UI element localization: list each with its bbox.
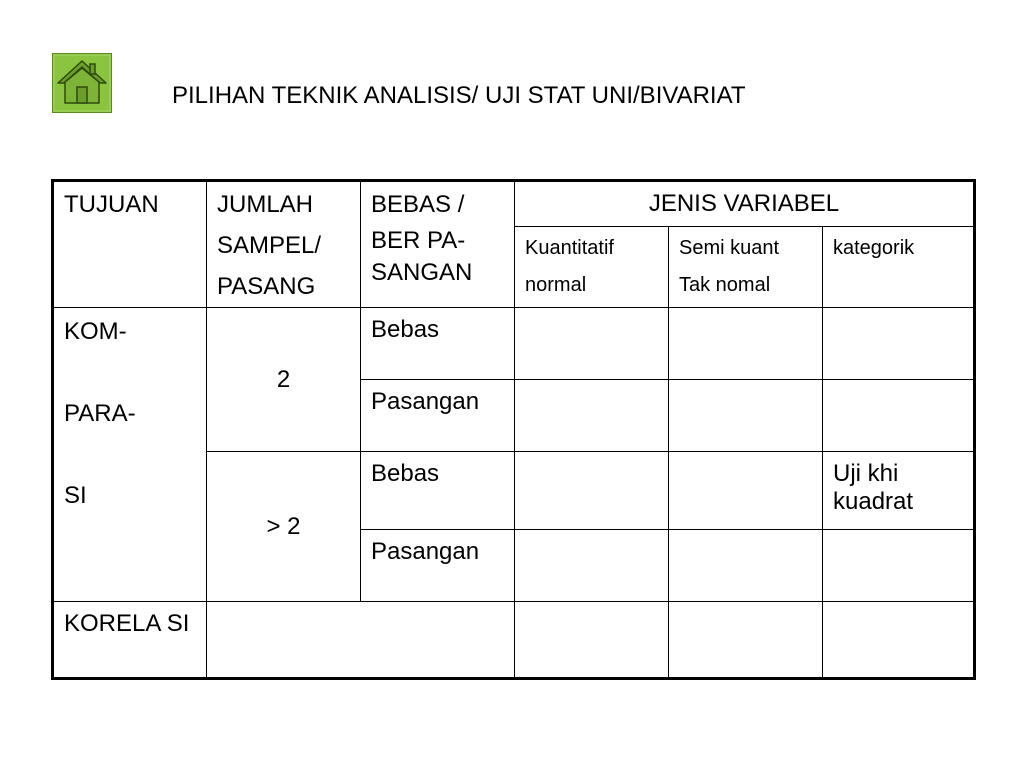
cell-korelasi: KORELA SI bbox=[53, 602, 207, 679]
cell-r1-kuantitatif bbox=[515, 308, 669, 380]
header-jumlah: JUMLAH SAMPEL/ PASANG bbox=[207, 181, 361, 308]
cell-r3-type: Bebas bbox=[361, 452, 515, 530]
cell-r1-type: Bebas bbox=[361, 308, 515, 380]
home-button[interactable] bbox=[52, 53, 112, 113]
cell-komparasi: KOM- PARA- SI bbox=[53, 308, 207, 602]
cell-r3-kuantitatif bbox=[515, 452, 669, 530]
cell-jumlah-2: 2 bbox=[207, 308, 361, 452]
cell-r3-semi bbox=[669, 452, 823, 530]
cell-r1-kategorik bbox=[823, 308, 975, 380]
cell-r4-semi bbox=[669, 530, 823, 602]
cell-jumlah-gt2: > 2 bbox=[207, 452, 361, 602]
analysis-table bbox=[51, 179, 976, 680]
cell-r2-semi bbox=[669, 380, 823, 452]
cell-korelasi-jumlah bbox=[207, 602, 515, 679]
header-bebas: BEBAS / BER PA- SANGAN bbox=[361, 181, 515, 308]
header-jenis-variabel: JENIS VARIABEL bbox=[515, 181, 975, 227]
cell-r4-kategorik bbox=[823, 530, 975, 602]
cell-r2-kuantitatif bbox=[515, 380, 669, 452]
cell-r4-kuantitatif bbox=[515, 530, 669, 602]
header-kuantitatif: Kuantitatif normal bbox=[515, 227, 669, 308]
header-semi-kuant: Semi kuant Tak nomal bbox=[669, 227, 823, 308]
home-icon bbox=[52, 53, 112, 113]
header-kategorik: kategorik bbox=[823, 227, 975, 308]
cell-korelasi-semi bbox=[669, 602, 823, 679]
cell-r3-kategorik: Uji khi kuadrat bbox=[823, 452, 975, 530]
cell-r4-type: Pasangan bbox=[361, 530, 515, 602]
header-tujuan: TUJUAN bbox=[53, 181, 207, 308]
cell-r2-kategorik bbox=[823, 380, 975, 452]
cell-korelasi-kategorik bbox=[823, 602, 975, 679]
cell-r1-semi bbox=[669, 308, 823, 380]
cell-korelasi-kuantitatif bbox=[515, 602, 669, 679]
page-title: PILIHAN TEKNIK ANALISIS/ UJI STAT UNI/BIVARIAT bbox=[172, 82, 746, 109]
cell-r2-type: Pasangan bbox=[361, 380, 515, 452]
